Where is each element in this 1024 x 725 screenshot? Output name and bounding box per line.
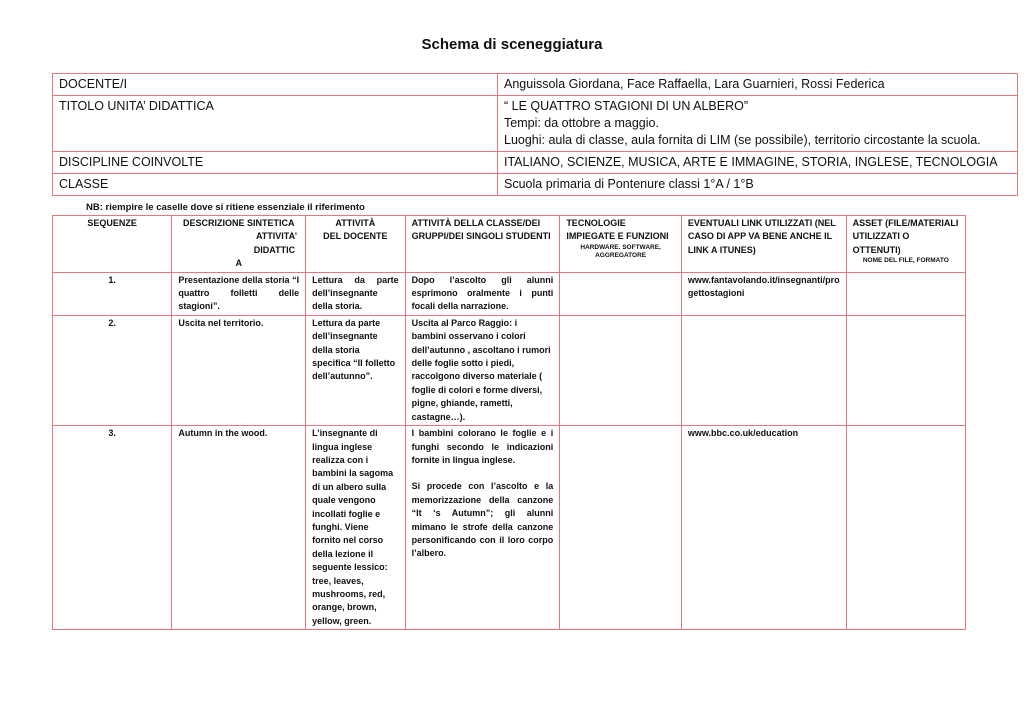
cell-link (681, 426, 846, 630)
header-tecnologie: TECNOLOGIE IMPIEGATE E FUNZIONI HARDWARE. SOFTWARE, AGGREGATORE (560, 216, 682, 273)
header-link: EVENTUALI LINK UTILIZZATI (NEL CASO DI APP VA BENE ANCHE IL LINK A ITUNES) (681, 216, 846, 273)
cell-sequenza: 2. (53, 315, 172, 425)
discipline-value: ITALIANO, SCIENZE, MUSICA, ARTE E IMMAGINE, STORIA, INGLESE, TECNOLOGIA (504, 155, 998, 169)
info-row-titolo (53, 96, 1018, 152)
table-row (53, 426, 966, 630)
cell-asset (846, 426, 965, 630)
cell-tecnologie (560, 426, 682, 630)
page-title: Schema di sceneggiatura (421, 36, 603, 53)
cell-classe: I bambini colorano le foglie e i funghi secondo le indicazioni fornite in lingua inglese. Si procede con l’ascolto e la memorizzazione della canzone “It ‘s Autumn”; gli alunni mimano le strofe della canzone personificando con il loro corpo l’albero. (405, 426, 560, 630)
info-row-docenti (53, 74, 1018, 96)
cell-asset (846, 315, 965, 425)
cell-link (681, 315, 846, 425)
note-text: NB: riempire le caselle dove si ritiene essenziale il riferimento (86, 202, 365, 213)
cell-descrizione: Autumn in the wood. (172, 426, 306, 630)
header-attivita-docente: ATTIVITÀ DEL DOCENTE (306, 216, 405, 273)
link-text[interactable]: www.fantavolando.it/insegnanti/progettostagioni (687, 274, 840, 299)
cell-link (681, 272, 846, 315)
info-label: DISCIPLINE COINVOLTE (53, 152, 498, 174)
table-row (53, 315, 966, 425)
cell-sequenza: 1. (53, 272, 172, 315)
classe-value: Scuola primaria di Pontenure classi 1°A / 1°B (504, 177, 754, 191)
info-label: DOCENTE/I (53, 74, 498, 96)
tempi-value: Tempi: da ottobre a maggio. (504, 116, 659, 130)
header-descrizione: DESCRIZIONE SINTETICA ATTIVITA’ DIDATTIC A (172, 216, 306, 273)
cell-docente: Lettura da parte dell’insegnante della storia. (306, 272, 405, 315)
link-text[interactable]: www.bbc.co.uk/education (687, 428, 799, 439)
table-header-row (53, 216, 966, 273)
cell-docente: L’insegnante di lingua inglese realizza con i bambini la sagoma di un albero sulla quale vengono incollati foglie e funghi. Viene fornito nel corso della lezione il seguente lessico: tree, leaves, mushrooms, red, orange, brown, yellow, green. (306, 426, 405, 630)
info-label: TITOLO UNITA’ DIDATTICA (53, 96, 498, 152)
cell-sequenza: 3. (53, 426, 172, 630)
docenti-value: Anguissola Giordana, Face Raffaella, Lara Guarnieri, Rossi Federica (504, 77, 885, 91)
header-sequenze: SEQUENZE (53, 216, 172, 273)
titolo-value: “ LE QUATTRO STAGIONI DI UN ALBERO” (504, 99, 749, 113)
cell-classe: Dopo l’ascolto gli alunni esprimono oralmente i punti focali della narrazione. (405, 272, 560, 315)
cell-docente: Lettura da parte dell’insegnante della storia specifica “Il folletto dell’autunno”. (306, 315, 405, 425)
header-attivita-classe: ATTIVITÀ DELLA CLASSE/DEI GRUPPI/DEI SINGOLI STUDENTI (405, 216, 560, 273)
info-value (498, 96, 1018, 152)
info-table (52, 73, 1018, 196)
info-row-discipline (53, 152, 1018, 174)
info-value (498, 174, 1018, 196)
info-row-classe (53, 174, 1018, 196)
cell-classe: Uscita al Parco Raggio: i bambini osservano i colori dell’autunno , ascoltano i rumori delle foglie sotto i piedi, raccolgono diverso materiale ( foglie di colori e forme diversi, pigne, ghiande, rametti, castagne…). (405, 315, 560, 425)
luoghi-value: Luoghi: aula di classe, aula fornita di LIM (se possibile), territorio circostante la scuola. (504, 133, 981, 147)
cell-descrizione: Presentazione della storia “I quattro folletti delle stagioni”. (172, 272, 306, 315)
cell-tecnologie (560, 272, 682, 315)
info-value (498, 74, 1018, 96)
cell-descrizione: Uscita nel territorio. (172, 315, 306, 425)
info-label: CLASSE (53, 174, 498, 196)
cell-asset (846, 272, 965, 315)
info-value (498, 152, 1018, 174)
table-row (53, 272, 966, 315)
cell-tecnologie (560, 315, 682, 425)
header-asset: ASSET (FILE/MATERIALI UTILIZZATI O OTTENUTI) NOME DEL FILE, FORMATO (846, 216, 965, 273)
sequences-table (52, 215, 966, 630)
